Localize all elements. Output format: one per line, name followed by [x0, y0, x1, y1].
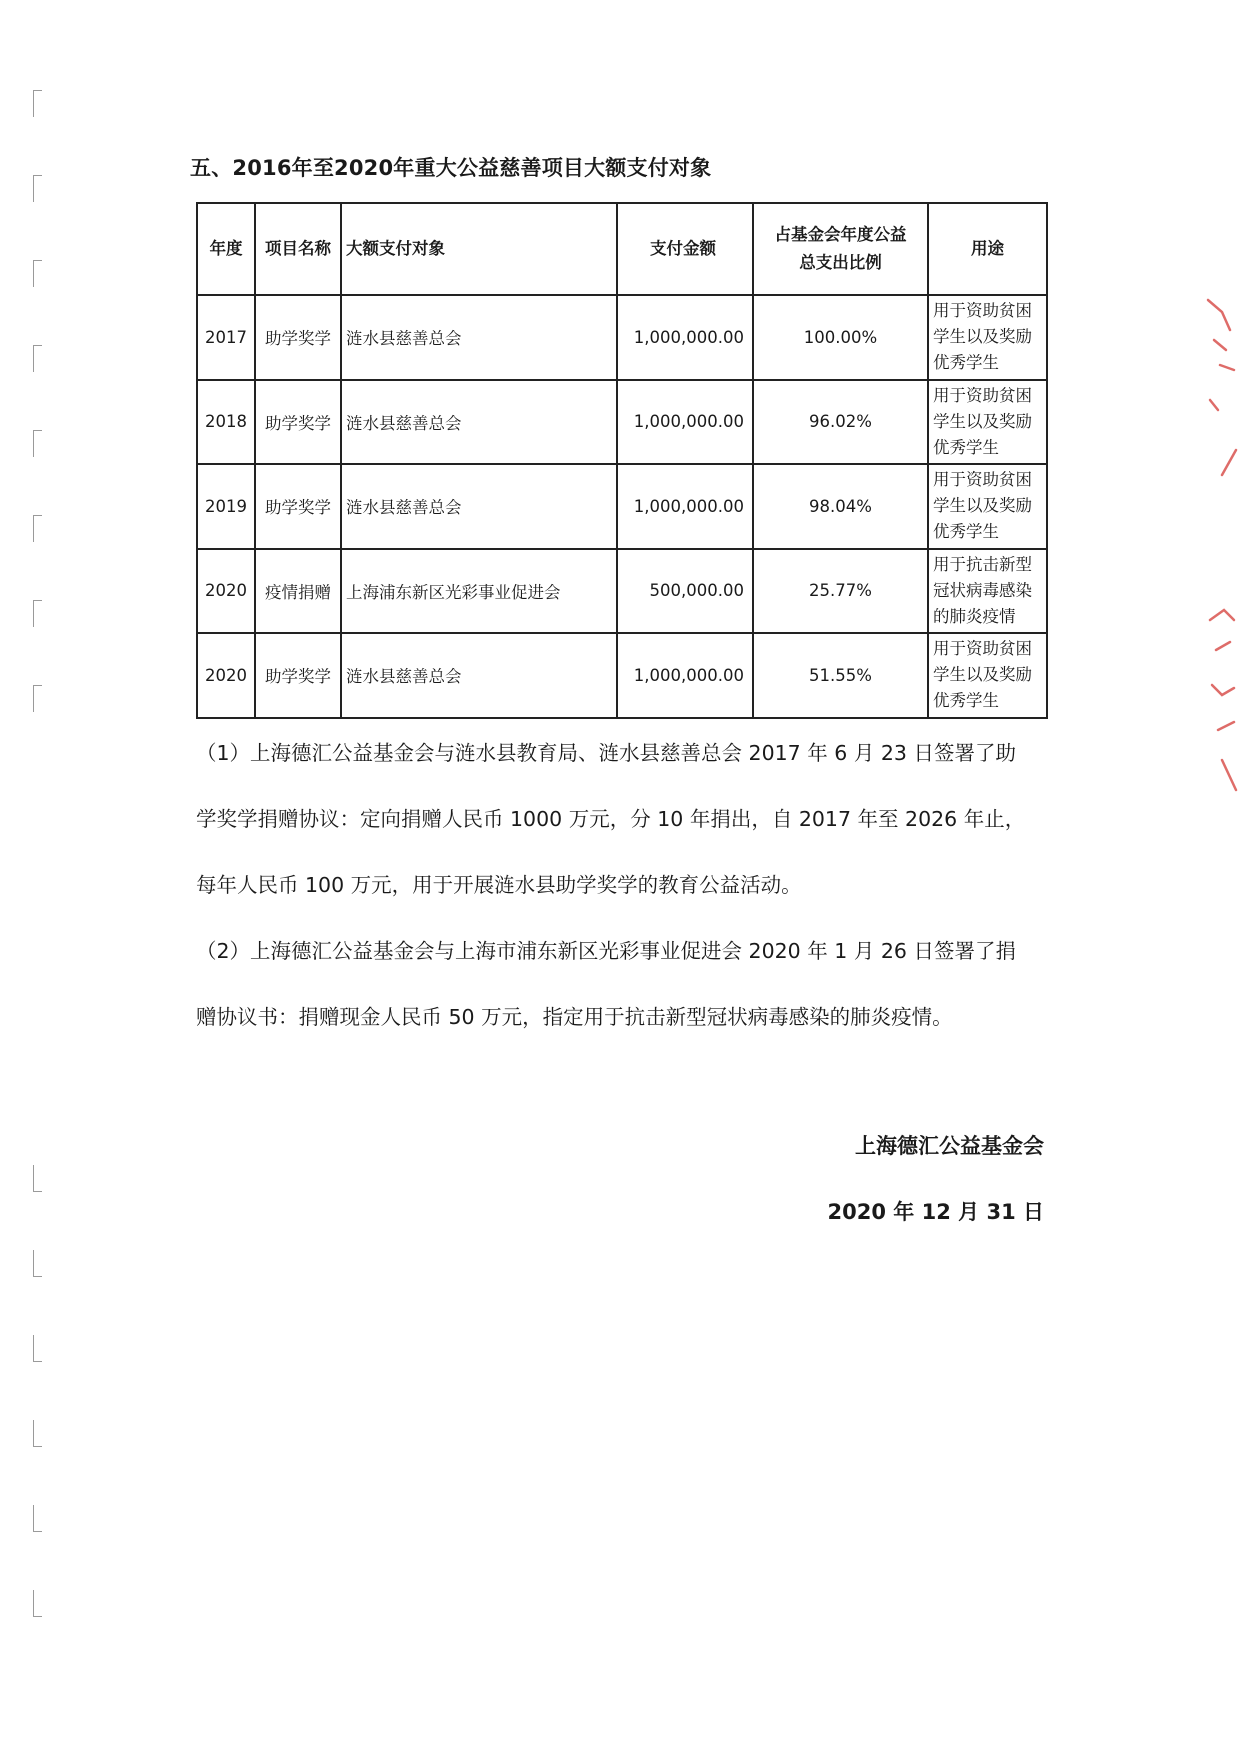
note-line: （1）上海德汇公益基金会与涟水县教育局、涟水县慈善总会 2017 年 6 月 23 日签署了助	[196, 741, 1016, 765]
cell-year: 2017	[197, 295, 255, 380]
cell-payee: 涟水县慈善总会	[341, 633, 617, 718]
cell-use	[928, 295, 1047, 380]
cell-use-line: 冠状病毒感染	[933, 580, 1032, 600]
cell-use	[928, 464, 1047, 549]
scan-margin-mark	[33, 1250, 42, 1277]
table-body	[197, 295, 1047, 718]
cell-amount: 1,000,000.00	[617, 464, 753, 549]
cell-ratio: 96.02%	[753, 380, 928, 465]
cell-use-line: 优秀学生	[933, 522, 999, 542]
cell-amount: 1,000,000.00	[617, 633, 753, 718]
cell-use-line: 用于抗击新型	[933, 554, 1032, 574]
header-project: 项目名称	[255, 203, 341, 295]
header-payee: 大额支付对象	[341, 203, 617, 295]
cell-use	[928, 633, 1047, 718]
scan-margin-mark	[33, 1505, 42, 1532]
cell-year: 2019	[197, 464, 255, 549]
scan-margin-mark	[33, 600, 42, 627]
scan-margin-mark	[33, 1335, 42, 1362]
note-line: 赠协议书：捐赠现金人民币 50 万元，指定用于抗击新型冠状病毒感染的肺炎疫情。	[196, 1005, 953, 1029]
scan-margin-mark	[33, 1590, 42, 1617]
note-paragraph-1	[196, 720, 1056, 918]
cell-use-line: 用于资助贫困	[933, 385, 1032, 405]
cell-project: 助学奖学	[255, 464, 341, 549]
cell-use-line: 学生以及奖励	[933, 665, 1032, 685]
scan-margin-mark	[33, 515, 42, 542]
cell-payee: 涟水县慈善总会	[341, 464, 617, 549]
cell-use	[928, 380, 1047, 465]
cell-ratio: 98.04%	[753, 464, 928, 549]
signature-org: 上海德汇公益基金会	[855, 1134, 1044, 1158]
scan-margin-mark	[33, 260, 42, 287]
cell-ratio: 51.55%	[753, 633, 928, 718]
cell-use	[928, 549, 1047, 634]
cell-payee: 涟水县慈善总会	[341, 380, 617, 465]
cell-ratio: 25.77%	[753, 549, 928, 634]
table-row	[197, 549, 1047, 634]
header-ratio	[753, 203, 928, 295]
seal-fragment	[1200, 290, 1240, 810]
cell-project: 助学奖学	[255, 295, 341, 380]
table-row	[197, 633, 1047, 718]
cell-amount: 500,000.00	[617, 549, 753, 634]
signature-date: 2020 年 12 月 31 日	[827, 1200, 1044, 1224]
cell-ratio: 100.00%	[753, 295, 928, 380]
note-line: （2）上海德汇公益基金会与上海市浦东新区光彩事业促进会 2020 年 1 月 26 日签署了捐	[196, 939, 1016, 963]
cell-use-line: 优秀学生	[933, 353, 999, 373]
cell-year: 2018	[197, 380, 255, 465]
cell-amount: 1,000,000.00	[617, 380, 753, 465]
header-ratio-line2: 总支出比例	[799, 253, 882, 272]
cell-amount: 1,000,000.00	[617, 295, 753, 380]
section-title: 五、2016年至2020年重大公益慈善项目大额支付对象	[190, 156, 712, 180]
scan-margin-mark	[33, 1420, 42, 1447]
cell-year: 2020	[197, 633, 255, 718]
cell-use-line: 优秀学生	[933, 691, 999, 711]
scan-margin-mark	[33, 175, 42, 202]
table-header	[197, 203, 1047, 295]
scan-margin-mark	[33, 1165, 42, 1192]
cell-use-line: 优秀学生	[933, 437, 999, 457]
cell-payee: 上海浦东新区光彩事业促进会	[341, 549, 617, 634]
header-amount: 支付金额	[617, 203, 753, 295]
note-line: 学奖学捐赠协议：定向捐赠人民币 1000 万元，分 10 年捐出，自 2017 年至 2026 年止，	[196, 807, 1026, 831]
note-paragraph-2	[196, 918, 1056, 1050]
cell-project: 助学奖学	[255, 380, 341, 465]
large-payment-table	[196, 202, 1048, 719]
cell-use-line: 学生以及奖励	[933, 496, 1032, 516]
cell-use-line: 用于资助贫困	[933, 639, 1032, 659]
cell-project: 疫情捐赠	[255, 549, 341, 634]
cell-use-line: 的肺炎疫情	[933, 606, 1016, 626]
table-row	[197, 295, 1047, 380]
table-row	[197, 380, 1047, 465]
cell-year: 2020	[197, 549, 255, 634]
cell-payee: 涟水县慈善总会	[341, 295, 617, 380]
cell-use-line: 学生以及奖励	[933, 327, 1032, 347]
scan-margin-mark	[33, 685, 42, 712]
cell-use-line: 用于资助贫困	[933, 470, 1032, 490]
scan-margin-mark	[33, 345, 42, 372]
header-use: 用途	[928, 203, 1047, 295]
cell-project: 助学奖学	[255, 633, 341, 718]
note-line: 每年人民币 100 万元，用于开展涟水县助学奖学的教育公益活动。	[196, 873, 802, 897]
cell-use-line: 学生以及奖励	[933, 411, 1032, 431]
cell-use-line: 用于资助贫困	[933, 301, 1032, 321]
scan-margin-mark	[33, 90, 42, 117]
header-year: 年度	[197, 203, 255, 295]
scan-margin-mark	[33, 430, 42, 457]
table-row	[197, 464, 1047, 549]
header-ratio-line1: 占基金会年度公益	[774, 225, 907, 244]
